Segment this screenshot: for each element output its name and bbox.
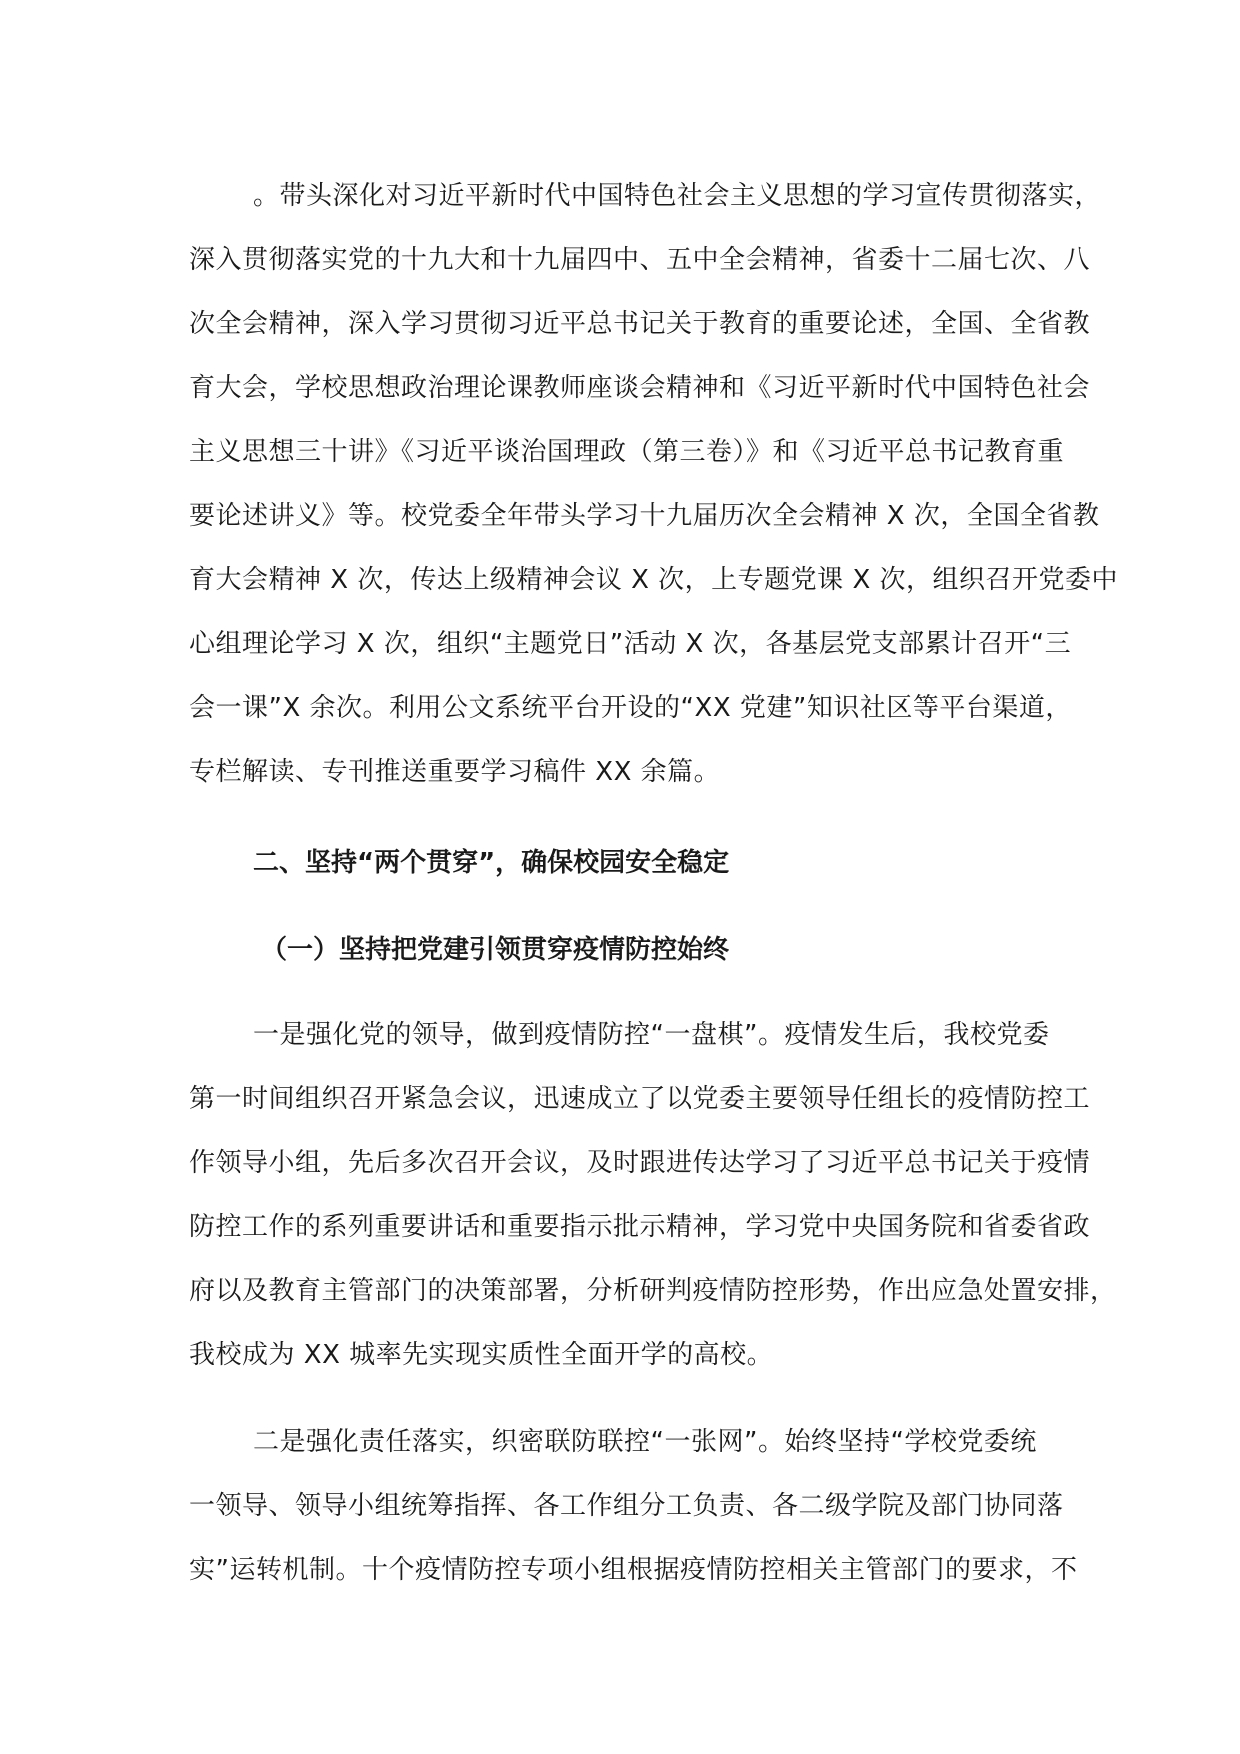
paragraph-line: 实”运转机制。十个疫情防控专项小组根据疫情防控相关主管部门的要求，不 [189,1555,1078,1585]
paragraph-line: 专栏解读、专刊推送重要学习稿件 XX 余篇。 [189,757,721,787]
paragraph-line: 二是强化责任落实，织密联防联控“一张网”。始终坚持“学校党委统 [253,1427,1037,1457]
paragraph-line: 主义思想三十讲》《习近平谈治国理政（第三卷）》和《习近平总书记教育重 [189,437,1065,467]
paragraph-line: 次全会精神，深入学习贯彻习近平总书记关于教育的重要论述，全国、全省教 [189,309,1091,339]
paragraph-line: 要论述讲义》等。校党委全年带头学习十九届历次全会精神 X 次，全国全省教 [189,501,1100,531]
paragraph-line: 第一时间组织召开紧急会议，迅速成立了以党委主要领导任组长的疫情防控工 [189,1084,1091,1114]
section-heading: 二、坚持“两个贯穿”，确保校园安全稳定 [253,848,730,878]
subsection-heading: （一）坚持把党建引领贯穿疫情防控始终 [261,935,730,965]
paragraph-line: 会一课”X 余次。利用公文系统平台开设的“XX 党建”知识社区等平台渠道， [189,693,1072,723]
paragraph-line: 育大会，学校思想政治理论课教师座谈会精神和《习近平新时代中国特色社会 [189,373,1091,403]
paragraph-line: 府以及教育主管部门的决策部署，分析研判疫情防控形势，作出应急处置安排， [189,1276,1117,1306]
paragraph-study-summary [189,164,1119,804]
paragraph-responsibility [189,1410,1078,1602]
paragraph-line: 心组理论学习 X 次，组织“主题党日”活动 X 次，各基层党支部累计召开“三 [189,629,1072,659]
paragraph-line: 。带头深化对习近平新时代中国特色社会主义思想的学习宣传贯彻落实， [253,181,1102,211]
paragraph-line: 一是强化党的领导，做到疫情防控“一盘棋”。疫情发生后，我校党委 [253,1020,1050,1050]
paragraph-line: 一领导、领导小组统筹指挥、各工作组分工负责、各二级学院及部门协同落 [189,1491,1064,1521]
paragraph-line: 我校成为 XX 城率先实现实质性全面开学的高校。 [189,1340,774,1370]
paragraph-line: 育大会精神 X 次，传达上级精神会议 X 次，上专题党课 X 次，组织召开党委中 [189,565,1119,595]
paragraph-line: 作领导小组，先后多次召开会议，及时跟进传达学习了习近平总书记关于疫情 [189,1148,1091,1178]
paragraph-line: 深入贯彻落实党的十九大和十九届四中、五中全会精神，省委十二届七次、八 [189,245,1091,275]
paragraph-leadership [189,1003,1117,1387]
paragraph-line: 防控工作的系列重要讲话和重要指示批示精神，学习党中央国务院和省委省政 [189,1212,1091,1242]
